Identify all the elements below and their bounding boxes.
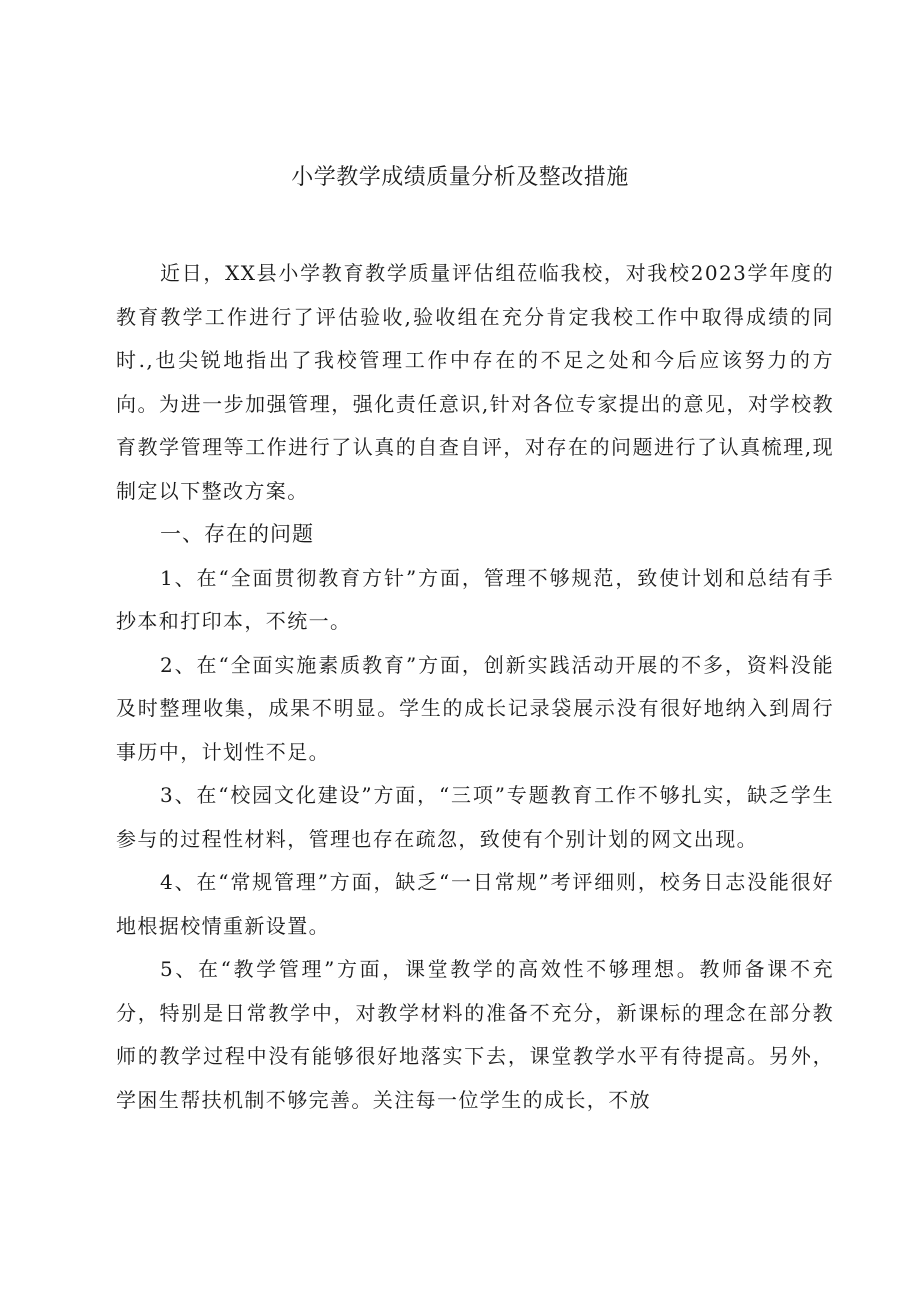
issue-item-1: 1、在“全面贯彻教育方针”方面，管理不够规范，致使计划和总结有手抄本和打印本，不统一。 <box>116 565 834 633</box>
section-heading: 一、存在的问题 <box>160 522 314 546</box>
intro-paragraph: 近日，XX县小学教育教学质量评估组莅临我校，对我校2023学年度的教育教学工作进行了评估验收,验收组在充分肯定我校工作中取得成绩的同时.,也尖锐地指出了我校管理工作中存在的不足之处和今后应该努力的方向。为进一步加强管理，强化责任意识,针对各位专家提出的意见，对学校教育教学管理等工作进行了认真的自查自评，对存在的问题进行了认真梳理,现制定以下整改方案。 <box>116 261 834 503</box>
issue-item-2: 2、在“全面实施素质教育”方面，创新实践活动开展的不多，资料没能及时整理收集，成果不明显。学生的成长记录袋展示没有很好地纳入到周行事历中，计划性不足。 <box>116 652 834 764</box>
document-title: 小学教学成绩质量分析及整改措施 <box>291 165 629 190</box>
issue-item-3: 3、在“校园文化建设”方面，“三项”专题教育工作不够扎实，缺乏学生参与的过程性材料，管理也存在疏忽，致使有个别计划的网文出现。 <box>116 783 834 851</box>
issue-item-5: 5、在“教学管理”方面，课堂教学的高效性不够理想。教师备课不充分，特别是日常教学中，对教学材料的准备不充分，新课标的理念在部分教师的教学过程中没有能够很好地落实下去，课堂教学水平有待提高。另外，学困生帮扶机制不够完善。关注每一位学生的成长，不放 <box>116 957 834 1112</box>
document-body <box>116 252 834 1122</box>
issue-item-4: 4、在“常规管理”方面，缺乏“一日常规”考评细则，校务日志没能很好地根据校情重新设置。 <box>116 870 834 938</box>
